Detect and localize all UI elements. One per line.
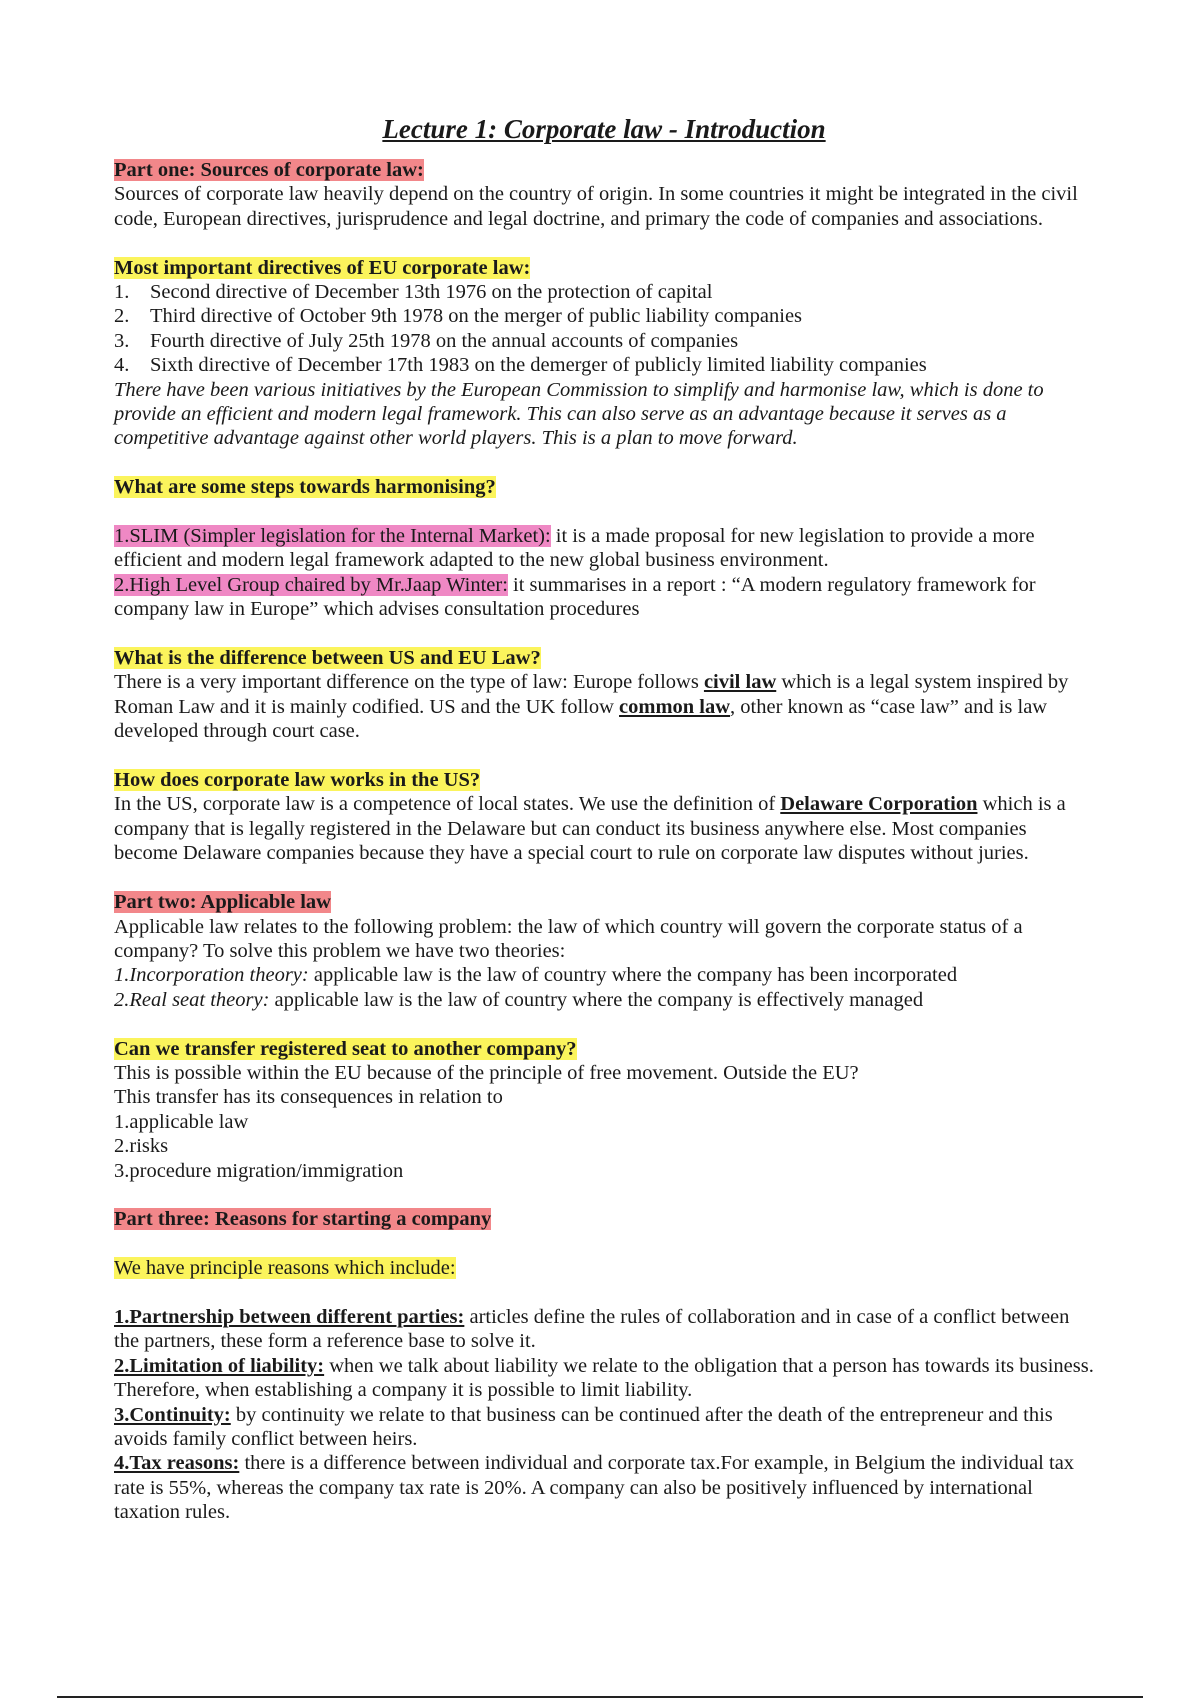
slim-paragraph: 1.SLIM (Simpler legislation for the Internal Market): it is a made proposal for new legislation to provide a more efficient and modern legal framework adapted to the new global business environment. bbox=[114, 525, 1035, 572]
us-heading: How does corporate law works in the US? bbox=[114, 769, 481, 792]
delaware-term: Delaware Corporation bbox=[780, 793, 978, 816]
transfer-heading: Can we transfer registered seat to another company? bbox=[114, 1037, 577, 1060]
list-item: 1.applicable law bbox=[114, 1110, 249, 1133]
common-law-term: common law bbox=[619, 695, 731, 718]
part-two-text: Applicable law relates to the following problem: the law of which country will govern the corporate status of a company? To solve this problem we have two theories: bbox=[114, 915, 1023, 962]
transfer-line-1: This is possible within the EU because of the principle of free movement. Outside the EU? bbox=[114, 1061, 859, 1084]
transfer-line-2: This transfer has its consequences in relation to bbox=[114, 1086, 503, 1109]
list-item: 2. Third directive of October 9th 1978 on the merger of public liability companies bbox=[114, 305, 803, 328]
difference-heading: What is the difference between US and EU Law? bbox=[114, 647, 541, 670]
directives-note: There have been various initiatives by the European Commission to simplify and harmonise law, which is done to provide an efficient and modern legal framework. This can also serve as an advantage because it serves as a competitive advantage against other world players. This is a plan to move forward. bbox=[114, 378, 1044, 450]
list-item: 3.procedure migration/immigration bbox=[114, 1159, 404, 1182]
difference-text: There is a very important difference on the type of law: Europe follows civil law which is a legal system inspired by Roman Law and it is mainly codified. US and the UK follow common law, other known as “case law” and is law developed through court case. bbox=[114, 671, 1069, 743]
directives-list bbox=[114, 280, 1094, 378]
part-one-text: Sources of corporate law heavily depend on the country of origin. In some countries it might be integrated in the civil code, European directives, jurisprudence and legal doctrine, and primary the code of companies and associations. bbox=[114, 183, 1078, 230]
list-item: 2.risks bbox=[114, 1135, 169, 1158]
steps-heading: What are some steps towards harmonising? bbox=[114, 476, 496, 499]
us-text: In the US, corporate law is a competence of local states. We use the definition of Delaware Corporation which is a company that is legally registered in the Delaware but can conduct its business anywhere else. Most companies become Delaware companies because they have a special court to rule on corporate law disputes without juries. bbox=[114, 793, 1066, 865]
bottom-divider bbox=[57, 1696, 1143, 1698]
list-item: 3. Fourth directive of July 25th 1978 on the annual accounts of companies bbox=[114, 329, 739, 352]
reason-item: 2.Limitation of liability: when we talk about liability we relate to the obligation that a person has towards its business. Therefore, when establishing a company it is possible to limit liability. bbox=[114, 1354, 1094, 1402]
theory-1: 1.Incorporation theory: applicable law is the law of country where the company has been incorporated bbox=[114, 964, 958, 987]
page-title: Lecture 1: Corporate law - Introduction bbox=[382, 114, 826, 144]
theory-2: 2.Real seat theory: applicable law is the law of country where the company is effectively managed bbox=[114, 988, 924, 1011]
slim-label: 1.SLIM (Simpler legislation for the Internal Market): bbox=[114, 525, 551, 548]
document-content bbox=[114, 112, 1094, 1525]
part-two-heading: Part two: Applicable law bbox=[114, 891, 331, 914]
list-item: 1. Second directive of December 13th 1976 on the protection of capital bbox=[114, 281, 713, 304]
hlg-label: 2.High Level Group chaired by Mr.Jaap Winter: bbox=[114, 573, 508, 596]
hlg-paragraph: 2.High Level Group chaired by Mr.Jaap Winter: it summarises in a report : “A modern regulatory framework for company law in Europe” which advises consultation procedures bbox=[114, 573, 1036, 621]
reason-item: 1.Partnership between different parties: articles define the rules of collaboration and in case of a conflict between the partners, these form a reference base to solve it. bbox=[114, 1305, 1070, 1353]
civil-law-term: civil law bbox=[703, 671, 777, 694]
part-one-heading: Part one: Sources of corporate law: bbox=[114, 159, 424, 181]
reason-item: 4.Tax reasons: there is a difference between individual and corporate tax.For example, in Belgium the individual tax rate is 55%, whereas the company tax rate is 20%. A company can also be positively influenced by international taxation rules. bbox=[114, 1452, 1075, 1524]
part-three-heading: Part three: Reasons for starting a company bbox=[114, 1208, 492, 1231]
directives-heading: Most important directives of EU corporate law: bbox=[114, 256, 531, 279]
list-item: 4. Sixth directive of December 17th 1983 on the demerger of publicly limited liability companies bbox=[114, 354, 927, 377]
reasons-subheading: We have principle reasons which include: bbox=[114, 1257, 456, 1280]
reason-item: 3.Continuity: by continuity we relate to that business can be continued after the death of the entrepreneur and this avoids family conflict between heirs. bbox=[114, 1403, 1053, 1450]
